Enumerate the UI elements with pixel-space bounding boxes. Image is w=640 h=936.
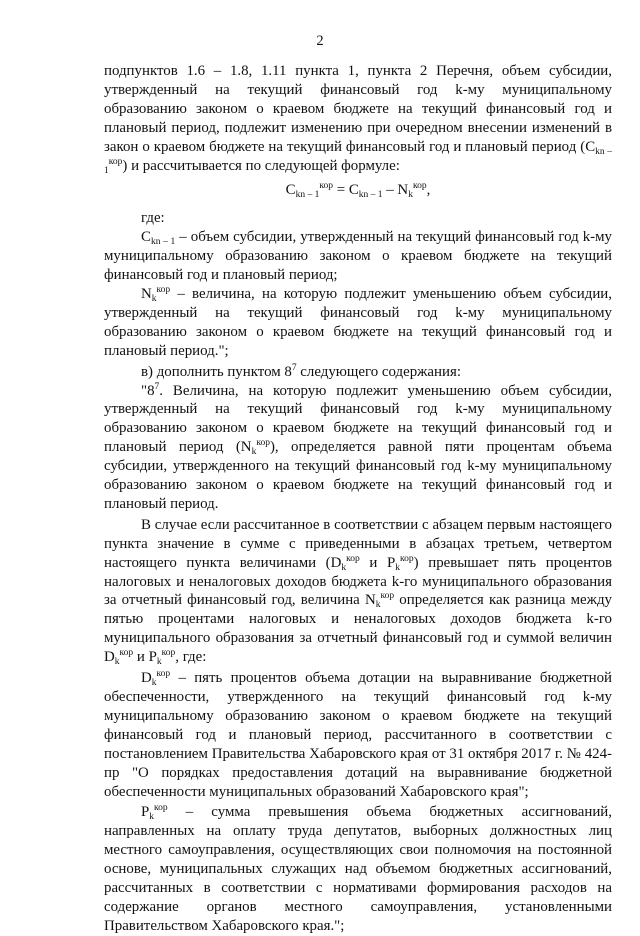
text-segment: кор	[412, 181, 427, 192]
text-segment: – величина, на которую подлежит уменьшению объем субсидии, утвержденный на текущий финансовый год k-му муниципальному образованию законом о краевом бюджете на текущий финансовый год и плановый период.";	[104, 285, 612, 359]
text-segment: С	[285, 182, 296, 199]
paragraph-case	[104, 516, 612, 667]
text-segment: кор	[161, 648, 176, 659]
text-segment: – объем субсидии, утвержденный на текущий финансовый год k-му муниципальному образованию законом о краевом бюджете на текущий финансовый год и плановый период;	[104, 229, 612, 284]
definition-p	[104, 803, 612, 935]
text-segment: где:	[141, 210, 165, 227]
subsidy-formula	[104, 181, 612, 200]
definition-c	[104, 228, 612, 285]
text-segment: ,	[426, 182, 431, 199]
text-segment: k	[156, 657, 162, 668]
text-segment: k	[408, 190, 413, 201]
text-segment: – пять процентов объема дотации на выравнивание бюджетной обеспеченности, утвержденного на текущий финансовый год k-му муниципальному образованию законом о краевом бюджете на текущий финансовый год и плановый период, рассчитанного в соответствии с постановлением Правительства Хабаровского края от 31 октября 2017 г. № 424-пр "О порядках предоставления дотаций на выравнивание бюджетной обеспеченности муниципальных образований Хабаровского края";	[104, 670, 612, 800]
text-segment: . Величина, на которую подлежит уменьшению объем субсидии, утвержденный на текущий финансовый год k-му муниципальному образованию законом о краевом бюджете на текущий финансовый год и плановый период (N	[104, 382, 612, 456]
text-segment: k	[149, 812, 155, 823]
text-segment: ), определяется равной пяти процентам объема субсидии, утвержденного на текущий финансовый год k-му муниципальному образованию законом о краевом бюджете на текущий финансовый год и плановый период.	[104, 439, 612, 512]
document-body	[104, 62, 612, 936]
text-segment: В случае если рассчитанное в соответствии с абзацем первым настоящего пункта значение в сумме с приведенными в абзацах третьем, четвертом настоящего пункта величинами (D	[104, 516, 612, 571]
text-segment: кор	[119, 648, 134, 659]
text-segment: кор	[400, 553, 414, 564]
text-segment: k	[395, 562, 401, 573]
page-number: 2	[316, 33, 324, 49]
text-segment: кор	[380, 591, 395, 602]
text-segment: , где:	[175, 649, 207, 666]
paragraph-where	[104, 209, 612, 228]
text-segment: кор	[156, 284, 171, 295]
text-segment: и P	[133, 649, 157, 666]
text-segment: k	[375, 600, 381, 611]
text-segment: кор	[154, 803, 168, 814]
text-segment: – N	[382, 182, 409, 199]
definition-n	[104, 285, 612, 361]
text-segment: кор	[156, 669, 171, 680]
text-segment: N	[141, 285, 152, 302]
text-segment: k	[151, 293, 157, 304]
text-segment: kn – 1	[150, 237, 176, 248]
text-segment: – сумма превышения объема бюджетных ассигнований, направленных на оплату труда депутатов, выборных должностных лиц местного самоуправления, осуществляющих свои полномочия на постоянной основе, муниципальных служащих над объемом бюджетных ассигнований, рассчитанных в соответствии с нормативами формирования расходов на содержание органов местного самоуправления, установленными Правительством Хабаровского края.";	[104, 804, 612, 934]
text-segment: D	[141, 670, 152, 687]
text-segment: 7	[154, 381, 160, 392]
text-segment: k	[151, 678, 157, 689]
text-segment: и P	[359, 554, 396, 571]
text-segment: kn – 1	[358, 190, 383, 201]
text-segment: "8	[141, 382, 155, 399]
text-segment: в) дополнить пунктом 8	[141, 363, 292, 380]
text-segment: 7	[291, 362, 297, 373]
text-segment: P	[141, 804, 150, 821]
text-segment: ) превышает пять процентов налоговых и неналоговых доходов бюджета k-го муниципального образования за отчетный финансовый год, величина N	[104, 554, 612, 609]
paragraph-subsidy-change	[104, 62, 612, 175]
paragraph-supplement	[104, 363, 612, 382]
text-segment: следующего содержания:	[296, 363, 461, 380]
text-segment: кор	[256, 438, 270, 449]
text-segment: k	[251, 447, 257, 458]
text-segment: С	[141, 229, 151, 246]
text-segment: подпунктов 1.6 – 1.8, 1.11 пункта 1, пункта 2 Перечня, объем субсидии, утвержденный на текущий финансовый год k-му муниципальному образованию законом о краевом бюджете на текущий финансовый год и плановый период, подлежит изменению при очередном внесении изменений в закон о краевом бюджете на текущий финансовый год и плановый период (С	[104, 63, 612, 155]
text-segment: k	[114, 657, 120, 668]
paragraph-point-8-7	[104, 382, 612, 514]
text-segment: определяется как разница между пятью процентами налоговых и неналоговых доходов бюджета k-го муниципального образования за отчетный финансовый год и суммой величин D	[104, 592, 612, 666]
text-segment: ) и рассчитывается по следующей формуле:	[122, 157, 400, 174]
text-segment: k	[341, 562, 347, 573]
text-segment: кор	[108, 156, 123, 167]
text-segment: = С	[333, 182, 359, 199]
text-segment: кор	[319, 181, 333, 192]
text-segment: kn – 1	[295, 190, 320, 201]
text-segment: kn – 1	[104, 146, 612, 176]
definition-d	[104, 669, 612, 801]
text-segment: кор	[346, 553, 360, 564]
